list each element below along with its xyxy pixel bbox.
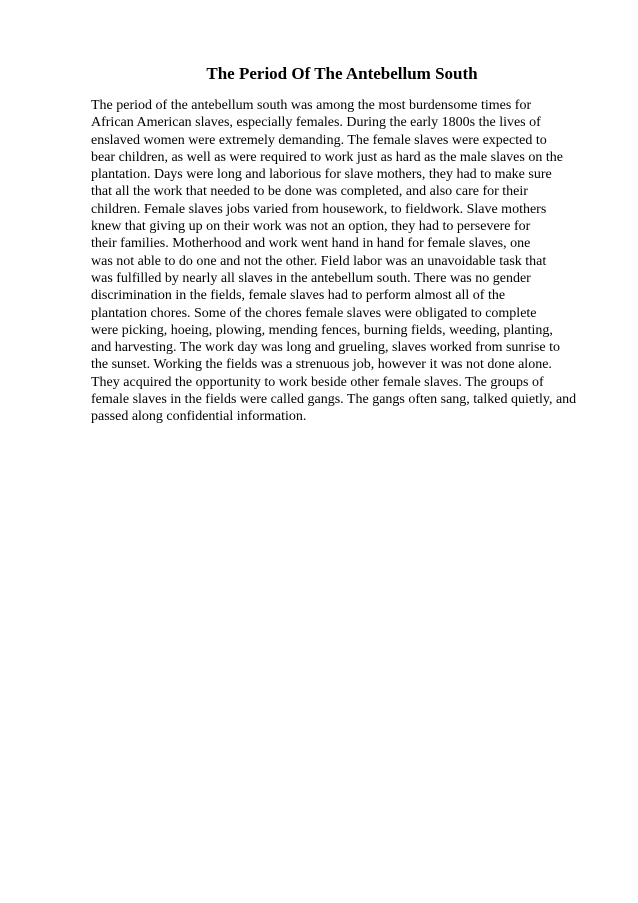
body-line: enslaved women were extremely demanding. The female slaves were expected to xyxy=(91,132,547,148)
body-line: their families. Motherhood and work went hand in hand for female slaves, one xyxy=(91,236,531,252)
body-line: African American slaves, especially females. During the early 1800s the lives of xyxy=(91,115,541,131)
body-line: plantation. Days were long and laborious for slave mothers, they had to make sure xyxy=(91,167,552,183)
body-line: bear children, as well as were required to work just as hard as the male slaves on the xyxy=(91,149,563,165)
document-title: The Period Of The Antebellum South xyxy=(206,64,478,83)
body-line: The period of the antebellum south was among the most burdensome times for xyxy=(91,98,532,113)
document-body xyxy=(91,97,611,426)
body-line: knew that giving up on their work was not an option, they had to persevere for xyxy=(91,219,531,235)
body-line: were picking, hoeing, plowing, mending fences, burning fields, weeding, planting, xyxy=(91,322,553,338)
body-line: and harvesting. The work day was long and grueling, slaves worked from sunrise to xyxy=(91,340,561,356)
body-line: discrimination in the fields, female slaves had to perform almost all of the xyxy=(91,288,506,304)
body-line: female slaves in the fields were called gangs. The gangs often sang, talked quietly, and xyxy=(91,392,577,408)
body-line: passed along confidential information. xyxy=(91,409,307,425)
body-line: They acquired the opportunity to work beside other female slaves. The groups of xyxy=(91,374,544,390)
body-line: was not able to do one and not the other. Field labor was an unavoidable task that xyxy=(91,253,547,269)
body-line: the sunset. Working the fields was a strenuous job, however it was not done alone. xyxy=(91,357,552,373)
body-line: children. Female slaves jobs varied from housework, to fieldwork. Slave mothers xyxy=(91,201,547,217)
body-line: plantation chores. Some of the chores female slaves were obligated to complete xyxy=(91,305,537,321)
body-line: that all the work that needed to be done was completed, and also care for their xyxy=(91,184,528,200)
body-line: was fulfilled by nearly all slaves in the antebellum south. There was no gender xyxy=(91,270,531,286)
